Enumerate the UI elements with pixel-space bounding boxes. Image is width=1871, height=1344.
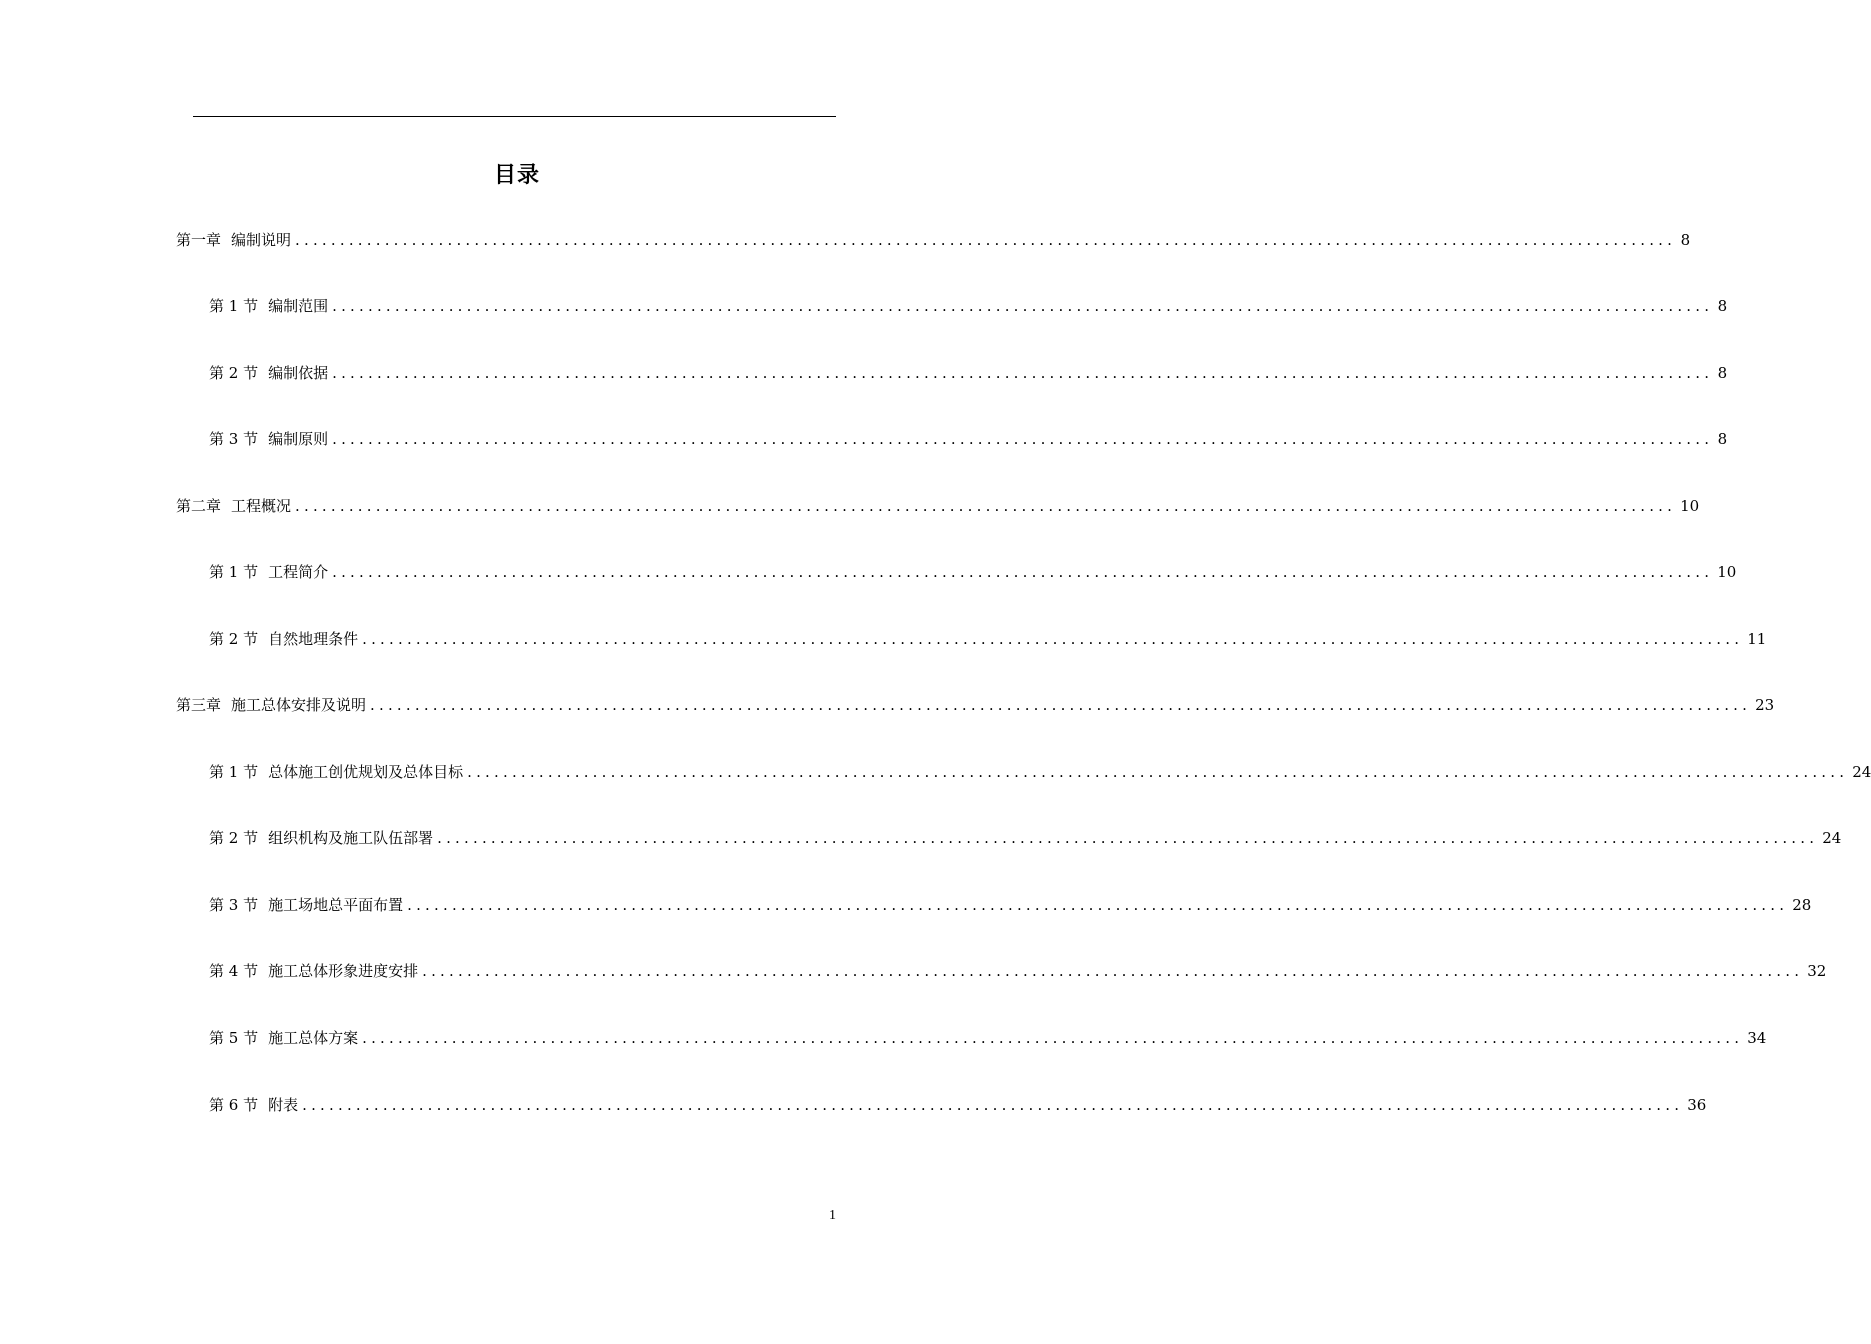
entry-page-number: 28	[1792, 896, 1812, 914]
entry-number: 第二章	[176, 497, 222, 515]
toc-entry-section[interactable]	[209, 429, 1728, 449]
entry-page-number: 24	[1852, 763, 1871, 781]
entry-page-number: 36	[1687, 1096, 1707, 1114]
entry-title: 工程简介	[268, 563, 329, 581]
dot-leader: ..........................................................................................................................................................	[332, 563, 1714, 581]
toc-entry-section[interactable]	[209, 1028, 1767, 1048]
entry-number: 第 1 节	[209, 563, 259, 581]
entry-number: 第 2 节	[209, 829, 259, 847]
entry-title: 编制范围	[268, 297, 329, 315]
page-title: 目录	[493, 163, 540, 188]
toc-entry-section[interactable]	[209, 961, 1827, 981]
toc-entry-section[interactable]	[209, 762, 1871, 782]
toc-entry-chapter[interactable]	[176, 496, 1700, 516]
toc-entry-section[interactable]	[209, 363, 1728, 383]
entry-number: 第一章	[176, 231, 222, 249]
entry-title: 工程概况	[231, 497, 292, 515]
entry-title: 施工总体方案	[268, 1029, 359, 1047]
toc-entry-section[interactable]	[209, 895, 1812, 915]
entry-page-number: 10	[1680, 497, 1700, 515]
toc-entry-section[interactable]	[209, 828, 1842, 848]
entry-page-number: 8	[1717, 430, 1728, 448]
entry-page-number: 8	[1717, 297, 1728, 315]
entry-page-number: 10	[1717, 563, 1737, 581]
entry-number: 第 1 节	[209, 763, 259, 781]
entry-number: 第 6 节	[209, 1096, 259, 1114]
entry-page-number: 11	[1747, 630, 1767, 648]
entry-number: 第三章	[176, 696, 222, 714]
dot-leader: ..........................................................................................................................................................	[295, 497, 1677, 515]
dot-leader: ..........................................................................................................................................................	[407, 896, 1789, 914]
entry-number: 第 3 节	[209, 430, 259, 448]
toc-entry-section[interactable]	[209, 562, 1737, 582]
entry-title: 组织机构及施工队伍部署	[268, 829, 434, 847]
entry-title: 编制依据	[268, 364, 329, 382]
dot-leader: ..........................................................................................................................................................	[437, 829, 1819, 847]
entry-page-number: 8	[1717, 364, 1728, 382]
toc-entry-section[interactable]	[209, 629, 1767, 649]
entry-number: 第 2 节	[209, 364, 259, 382]
entry-title: 施工场地总平面布置	[268, 896, 404, 914]
toc-entry-chapter[interactable]	[176, 695, 1775, 715]
entry-title: 编制原则	[268, 430, 329, 448]
dot-leader: ..........................................................................................................................................................	[332, 430, 1714, 448]
entry-number: 第 1 节	[209, 297, 259, 315]
entry-page-number: 32	[1807, 962, 1827, 980]
dot-leader: ..........................................................................................................................................................	[295, 231, 1677, 249]
dot-leader: ..........................................................................................................................................................	[370, 696, 1752, 714]
entry-title: 施工总体形象进度安排	[268, 962, 419, 980]
dot-leader: ..........................................................................................................................................................	[362, 630, 1744, 648]
entry-title: 编制说明	[231, 231, 292, 249]
dot-leader: ..........................................................................................................................................................	[467, 763, 1849, 781]
dot-leader: ..........................................................................................................................................................	[422, 962, 1804, 980]
entry-title: 施工总体安排及说明	[231, 696, 367, 714]
entry-title: 自然地理条件	[268, 630, 359, 648]
dot-leader: ..........................................................................................................................................................	[332, 364, 1714, 382]
page-number: 1	[829, 1208, 836, 1223]
entry-number: 第 5 节	[209, 1029, 259, 1047]
toc-entry-section[interactable]	[209, 296, 1728, 316]
entry-number: 第 4 节	[209, 962, 259, 980]
entry-title: 附表	[268, 1096, 299, 1114]
entry-page-number: 23	[1755, 696, 1775, 714]
entry-number: 第 2 节	[209, 630, 259, 648]
entry-page-number: 24	[1822, 829, 1842, 847]
toc-entry-section[interactable]	[209, 1095, 1707, 1115]
dot-leader: ..........................................................................................................................................................	[302, 1096, 1684, 1114]
entry-number: 第 3 节	[209, 896, 259, 914]
dot-leader: ..........................................................................................................................................................	[332, 297, 1714, 315]
entry-page-number: 34	[1747, 1029, 1767, 1047]
dot-leader: ..........................................................................................................................................................	[362, 1029, 1744, 1047]
toc-entry-chapter[interactable]	[176, 230, 1691, 250]
entry-title: 总体施工创优规划及总体目标	[268, 763, 464, 781]
entry-page-number: 8	[1680, 231, 1691, 249]
